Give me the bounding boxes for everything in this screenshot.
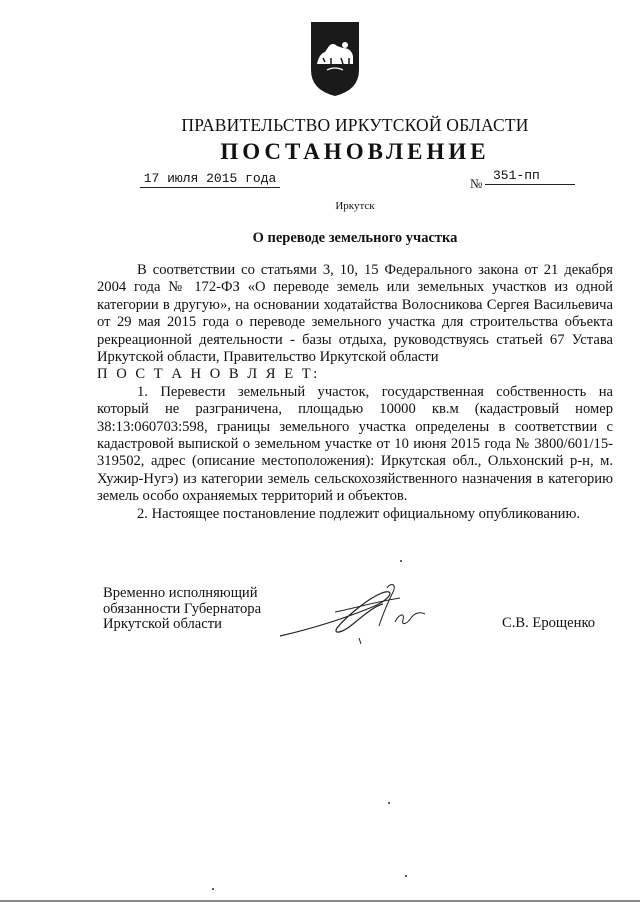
position-line-3: Иркутской области — [103, 616, 222, 632]
scan-speck — [388, 802, 390, 804]
page-edge — [0, 900, 640, 902]
scan-speck — [212, 888, 214, 890]
scan-speck — [400, 560, 402, 562]
position-line-2: обязанности Губернатора — [103, 600, 262, 617]
decree-subject: О переводе земельного участка — [252, 230, 458, 246]
item-2-paragraph: 2. Настоящее постановление подлежит официальному опубликованию. — [137, 505, 581, 522]
city-name: Иркутск — [335, 200, 375, 212]
item-1-paragraph: 1. Перевести земельный участок, государственная собственность на который не разграничена, площадью 10000 кв.м (кадастровый номер 38:13:060703:598, границы земельного участка определены в соответствии с кадастровой выпиской о земельном участке от 10 июня 2015 года № 3800/601/15-319502, адрес (описание местоположения): Иркутская обл., Ольхонский р-н, м. Хужир-Нугэ) из категории земель сельскохозяйственного назначения в категорию земель особо охраняемых территорий и объектов. — [97, 383, 613, 505]
resolve-heading: П О С Т А Н О В Л Я Е Т: — [97, 366, 320, 383]
number-sign: № — [470, 176, 483, 191]
signatory-position — [103, 586, 303, 633]
decree-number: 351-пп — [485, 168, 575, 185]
decree-date: 17 июля 2015 года — [140, 171, 280, 188]
position-line-1: Временно исполняющий — [103, 585, 258, 601]
decree-body — [97, 262, 613, 523]
document-type-title: ПОСТАНОВЛЕНИЕ — [220, 139, 490, 164]
government-name: ПРАВИТЕЛЬСТВО ИРКУТСКОЙ ОБЛАСТИ — [181, 115, 529, 135]
signatory-name: С.В. Ерощенко — [502, 615, 596, 631]
handwritten-signature — [275, 578, 445, 648]
coat-of-arms-icon — [305, 18, 365, 98]
preamble-paragraph: В соответствии со статьями 3, 10, 15 Федерального закона от 21 декабря 2004 года № 172-ФЗ «О переводе земель или земельных участков из одной категории в другую», на основании ходатайства Волосникова Сергея Васильевича от 29 мая 2015 года о переводе земельного участка для строительства объекта рекреационной деятельности - базы отдыха, руководствуясь статьей 67 Устава Иркутской области, Правительство Иркутской области — [97, 262, 613, 366]
scan-speck — [405, 875, 407, 877]
